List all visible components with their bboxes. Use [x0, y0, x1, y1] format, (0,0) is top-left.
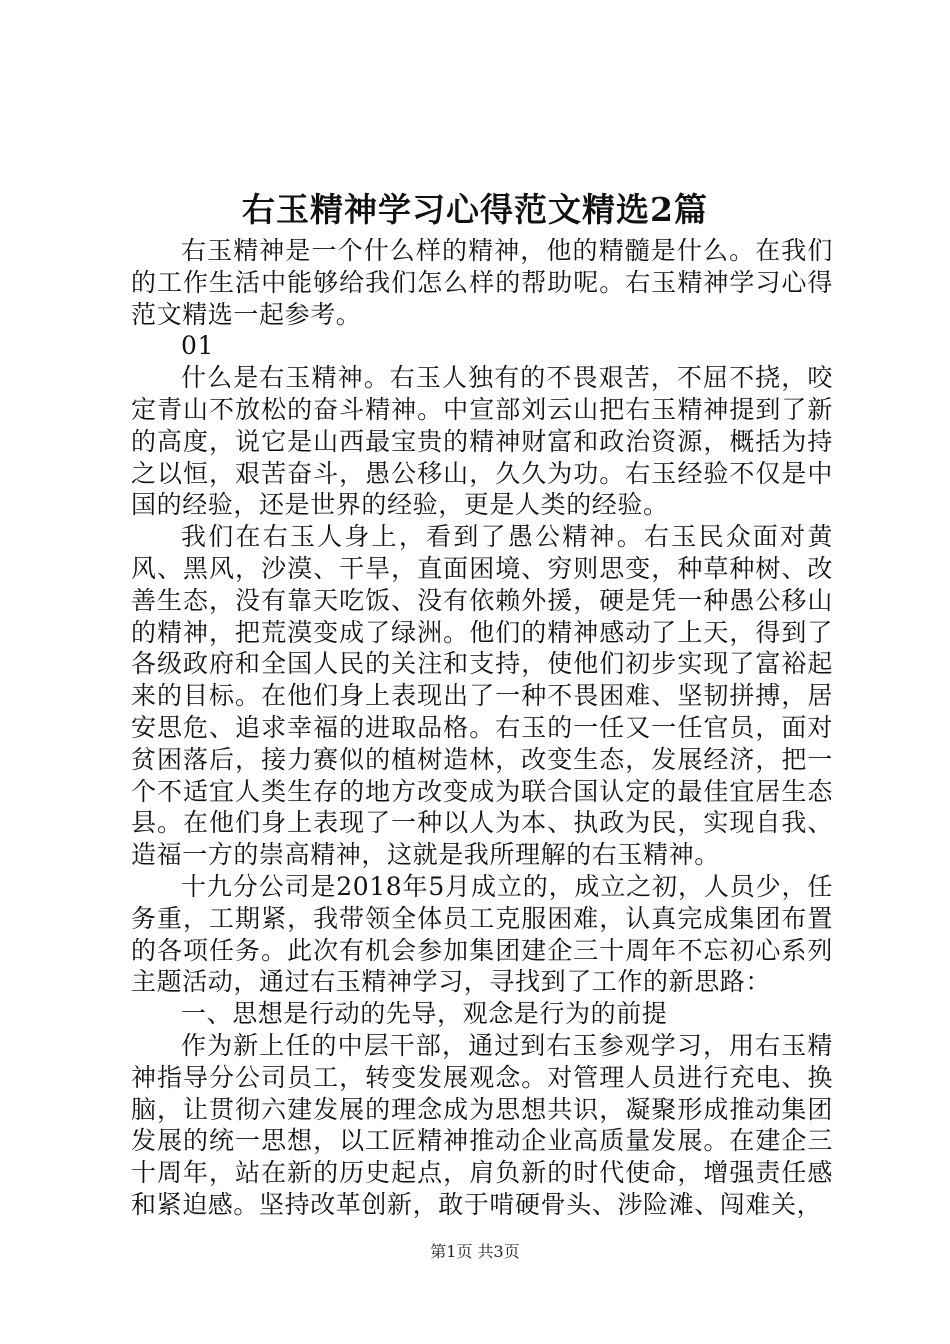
page-total: 共3页	[477, 1242, 520, 1261]
page-number: 第1页	[430, 1242, 473, 1261]
document-title: 右玉精神学习心得范文精选2篇	[242, 190, 708, 229]
page-footer	[0, 1240, 950, 1264]
body-paragraph: 我们在右玉人身上，看到了愚公精神。右玉民众面对黄风、黑风，沙漠、干旱，直面困境、穷则思变，种草种树、改善生态，没有靠天吃饭、没有依赖外援，硬是凭一种愚公移山的精神，把荒漠变成了绿洲。他们的精神感动了上天，得到了各级政府和全国人民的关注和支持，使他们初步实现了富裕起来的目标。在他们身上表现出了一种不畏困难、坚韧拼搏，居安思危、追求幸福的进取品格。右玉的一任又一任官员，面对贫困落后，接力赛似的植树造林，改变生态，发展经济，把一个不适宜人类生存的地方改变成为联合国认定的最佳宜居生态县。在他们身上表现了一种以人为本、执政为民，实现自我、造福一方的崇高精神，这就是我所理解的右玉精神。	[131, 522, 833, 870]
intro-paragraph: 右玉精神是一个什么样的精神，他的精髓是什么。在我们的工作生活中能够给我们怎么样的帮助呢。右玉精神学习心得范文精选一起参考。	[131, 236, 833, 329]
section-number: 01	[181, 331, 215, 361]
body-paragraph: 什么是右玉精神。右玉人独有的不畏艰苦，不屈不挠，咬定青山不放松的奋斗精神。中宣部刘云山把右玉精神提到了新的高度，说它是山西最宝贵的精神财富和政治资源，概括为持之以恒，艰苦奋斗，愚公移山，久久为功。右玉经验不仅是中国的经验，还是世界的经验，更是人类的经验。	[131, 363, 833, 520]
document-body	[131, 235, 833, 1221]
section-heading: 一、思想是行动的先导，观念是行为的前提	[181, 999, 668, 1029]
body-paragraph: 作为新上任的中层干部，通过到右玉参观学习，用右玉精神指导分公司员工，转变发展观念。对管理人员进行充电、换脑，让贯彻六建发展的理念成为思想共识，凝聚形成推动集团发展的统一思想，以工匠精神推动企业高质量发展。在建企三十周年，站在新的历史起点，肩负新的时代使命，增强责任感和紧迫感。坚持改革创新，敢于啃硬骨头、涉险滩、闯难关，	[131, 1030, 833, 1219]
body-paragraph: 十九分公司是2018年5月成立的，成立之初，人员少，任务重，工期紧，我带领全体员工克服困难，认真完成集团布置的各项任务。此次有机会参加集团建企三十周年不忘初心系列主题活动，通过右玉精神学习，寻找到了工作的新思路：	[131, 871, 833, 997]
